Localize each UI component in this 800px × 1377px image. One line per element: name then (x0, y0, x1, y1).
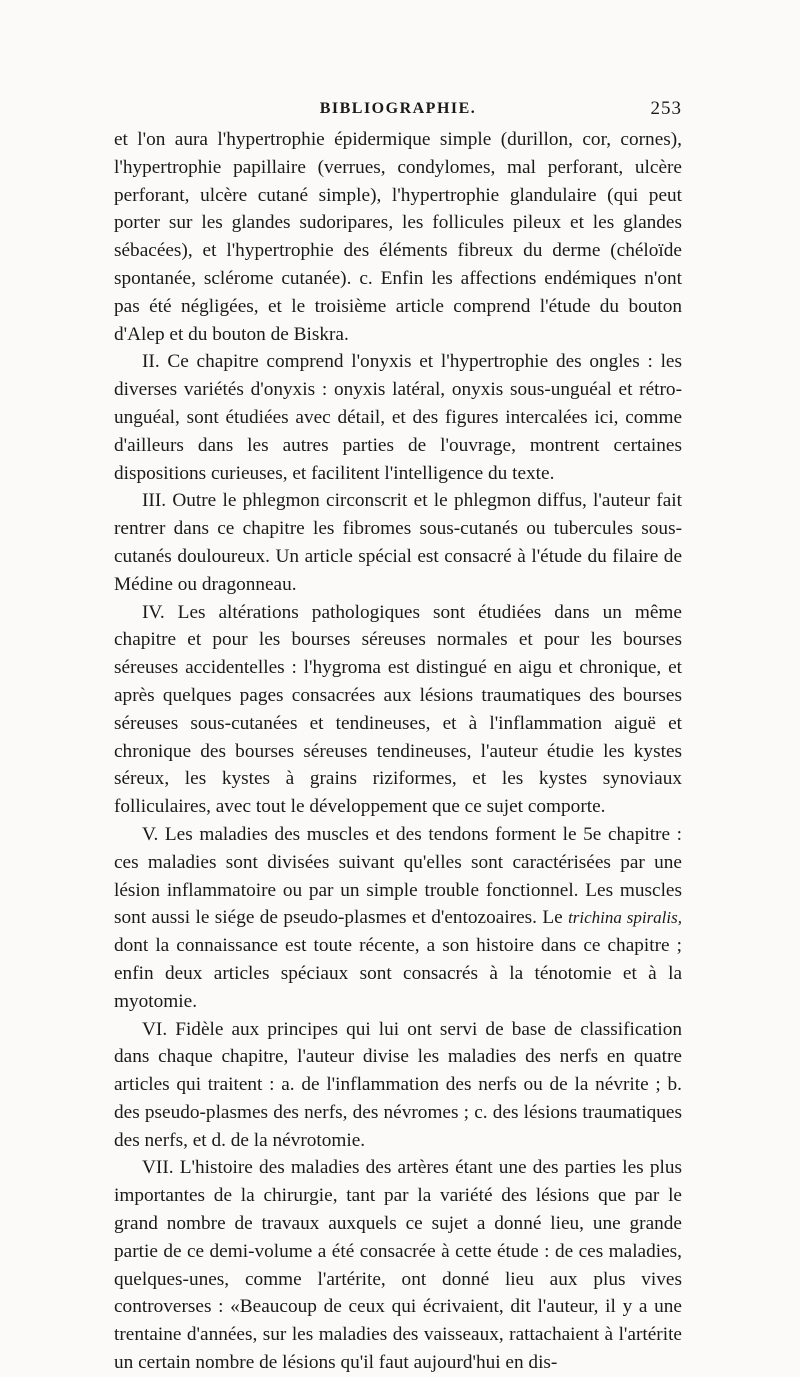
paragraph-chapter-vii: VII. L'histoire des maladies des artères étant une des parties les plus importantes de la chirurgie, tant par la variété des lésions que par le grand nombre de travaux auxquels ce sujet a donné lieu, une grande partie de ce demi-volume a été consacrée à cette étude : de ces maladies, quelques-unes, comme l'artérite, ont donné lieu aux plus vives controverses : «Beaucoup de ceux qui écrivaient, dit l'auteur, il y a une trentaine d'années, sur les maladies des vaisseaux, rattachaient à l'artérite un certain nombre de lésions qu'il faut aujourd'hui en dis- (114, 1157, 682, 1374)
body-text (114, 126, 682, 1377)
running-head (114, 98, 682, 124)
paragraph-chapter-v-part-b: dont la connaissance est toute récente, a son histoire dans ce chapitre ; enfin deux articles spéciaux sont consacrés à la ténotomie et à la myotomie. (114, 935, 682, 1012)
running-title: BIBLIOGRAPHIE. (319, 100, 477, 117)
paragraph-chapter-iii: III. Outre le phlegmon circonscrit et le phlegmon diffus, l'auteur fait rentrer dans ce chapitre les fibromes sous-cutanés ou tubercules sous-cutanés douloureux. Un article spécial est consacré à l'étude du filaire de Médine ou dragonneau. (114, 490, 682, 595)
paragraph-continuation: et l'on aura l'hypertrophie épidermique simple (durillon, cor, cornes), l'hypertrophie papillaire (verrues, condylomes, mal perforant, ulcère perforant, ulcère cutané simple), l'hypertrophie glandulaire (qui peut porter sur les glandes sudoripares, les follicules pileux et les glandes sébacées), et l'hypertrophie des éléments fibreux du derme (chéloïde spontanée, sclérome cutanée). c. Enfin les affections endémiques n'ont pas été négligées, et le troisième article comprend l'étude du bouton d'Alep et du bouton de Biskra. (114, 129, 682, 345)
paragraph-chapter-ii: II. Ce chapitre comprend l'onyxis et l'hypertrophie des ongles : les diverses variétés d'onyxis : onyxis latéral, onyxis sous-unguéal et rétro-unguéal, sont étudiées avec détail, et des figures intercalées ici, comme d'ailleurs dans les autres parties de l'ouvrage, montrent certaines dispositions curieuses, et facilitent l'intelligence du texte. (114, 351, 682, 484)
taxon-name: trichina spiralis, (568, 908, 682, 928)
paragraph-chapter-iv: IV. Les altérations pathologiques sont étudiées dans un même chapitre et pour les bourses séreuses normales et pour les bourses séreuses accidentelles : l'hygroma est distingué en aigu et chronique, et après quelques pages consacrées aux lésions traumatiques des bourses séreuses sous-cutanées et tendineuses, et à l'inflammation aiguë et chronique des bourses séreuses tendineuses, l'auteur étudie les kystes séreux, les kystes à grains riziformes, et les kystes synoviaux folliculaires, avec tout le développement que ce sujet comporte. (114, 601, 682, 818)
page-number: 253 (650, 98, 682, 119)
paragraph-chapter-vi: VI. Fidèle aux principes qui lui ont servi de base de classification dans chaque chapitre, l'auteur divise les maladies des nerfs en quatre articles qui traitent : a. de l'inflammation des nerfs ou de la névrite ; b. des pseudo-plasmes des nerfs, des névromes ; c. des lésions traumatiques des nerfs, et d. de la névrotomie. (114, 1018, 682, 1151)
paragraph-chapter-v-part-a: V. Les maladies des muscles et des tendons forment le 5e chapitre : ces maladies sont divisées suivant qu'elles sont caractérisées par une lésion inflammatoire ou par un simple trouble fonctionnel. Les muscles sont aussi le siége de pseudo-plasmes et d'entozoaires. Le (114, 823, 682, 929)
paragraph-chapter-v (114, 821, 682, 1016)
